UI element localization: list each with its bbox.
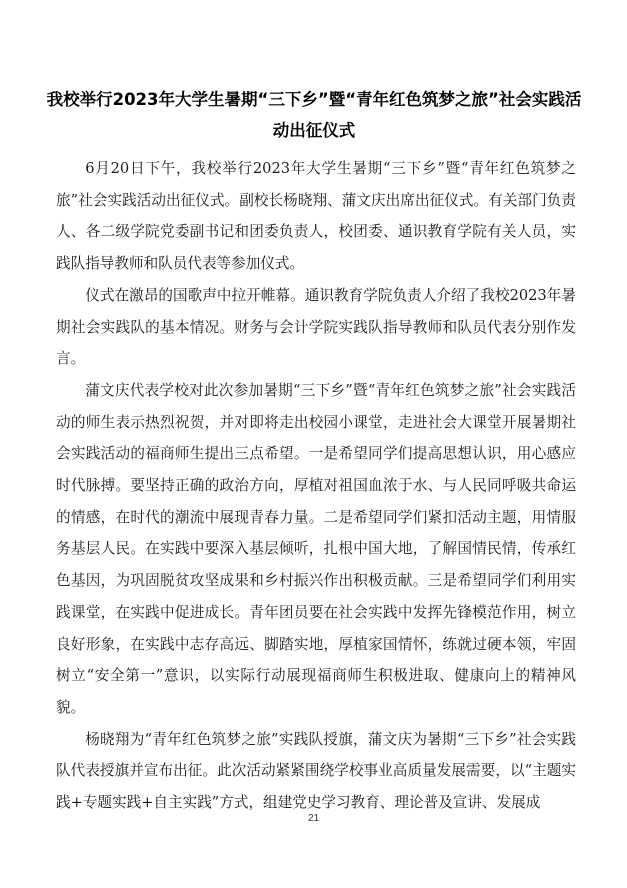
paragraph-flag-presentation: 杨晓翔为“青年红色筑梦之旅”实践队授旗，蒲文庆为暑期“三下乡”社会实践队代表授旗并宣布出征。此次活动紧紧围绕学校事业高质量发展需要，以“主题实践+专题实践+自主实践”方式，组建党史学习教育、理论普及宣讲、发展成 xyxy=(56,730,576,812)
paragraph-ceremony-opening: 仪式在激昂的国歌声中拉开帷幕。通识教育学院负责人介绍了我校2023年暑期社会实践队的基本情况。财务与会计学院实践队指导教师和队员代表分别作发言。 xyxy=(56,286,576,368)
paragraph-three-hopes: 蒲文庆代表学校对此次参加暑期“三下乡”暨“青年红色筑梦之旅”社会实践活动的师生表示热烈祝贺，并对即将走出校园小课堂，走进社会大课堂开展暑期社会实践活动的福商师生提出三点希望。一是希望同学们提高思想认识，用心感应时代脉搏。要坚持正确的政治方向，厚植对祖国血浓于水、与人民同呼吸共命运的情感，在时代的潮流中展现青春力量。二是希望同学们紧扣活动主题，用情服务基层人民。在实践中要深入基层倾听，扎根中国大地，了解国情民情，传承红色基因，为巩固脱贫攻坚成果和乡村振兴作出积极贡献。三是希望同学们利用实践课堂，在实践中促进成长。青年团员要在社会实践中发挥先锋模范作用，树立良好形象，在实践中志存高远、脚踏实地，厚植家国情怀，练就过硬本领，牢固树立“安全第一”意识，以实际行动展现福商师生积极进取、健康向上的精神风貌。 xyxy=(56,381,576,716)
page-number: 21 xyxy=(307,813,320,824)
article-title: 我校举行2023年大学生暑期“三下乡”暨“青年红色筑梦之旅”社会实践活动出征仪式 xyxy=(46,90,582,140)
paragraph-ceremony-intro: 6月20日下午，我校举行2023年大学生暑期“三下乡”暨“青年红色筑梦之旅”社会实践活动出征仪式。副校长杨晓翔、蒲文庆出席出征仪式。有关部门负责人、各二级学院党委副书记和团委负责人，校团委、通识教育学院有关人员，实践队指导教师和队员代表等参加仪式。 xyxy=(56,160,576,273)
article-body xyxy=(56,153,576,819)
